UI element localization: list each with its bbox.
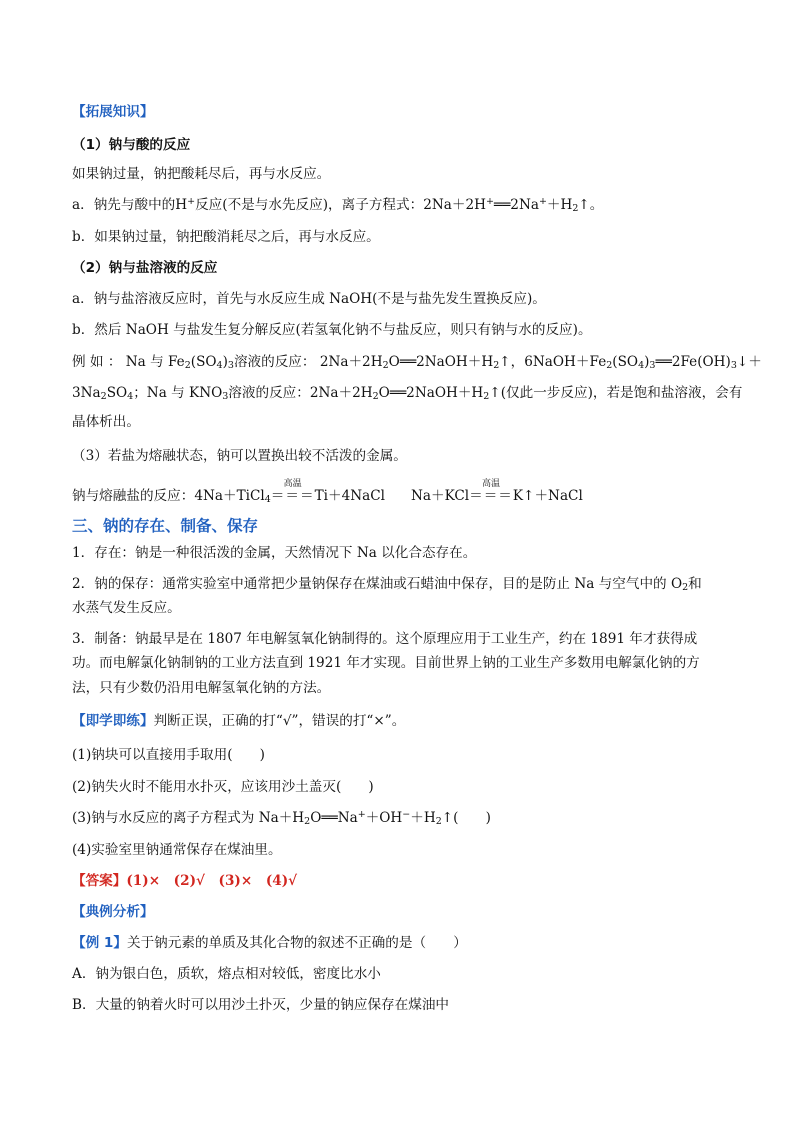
section-three-title: 三、钠的存在、制备、保存: [72, 517, 259, 535]
example-1-question: 【例 1】关于钠元素的单质及其化合物的叙述不正确的是（ ）: [72, 935, 467, 951]
high-temp-arrow: 高温 ＝＝＝: [270, 479, 315, 504]
section-acid-reaction-title: （1）钠与酸的反应: [72, 137, 191, 153]
molten-salt-equations: 钠与熔融盐的反应：4Na＋TiCl$_4$ 高温 ＝＝＝Ti＋4NaCl Na＋KCl 高温 ＝＝＝K↑＋NaCl: [72, 479, 583, 505]
example-line-1: 例 如 ： Na 与 $Fe_2(SO_4)_3$溶液的反应： $2Na+2H_2O══2NaOH+H_2↑$，$6NaOH+Fe_2(SO_4)_3══2Fe(OH)_3↓+$: [72, 354, 762, 371]
typical-example-header: 【典例分析】: [72, 904, 154, 920]
practice-question-1: (1)钠块可以直接用手取用( ): [72, 747, 265, 763]
paragraph-storage-line-1: 2．钠的保存：通常实验室中通常把少量钠保存在煤油或石蜡油中保存，目的是防止 Na 与空气中的 $O_2$和: [72, 576, 702, 593]
section-salt-solution-title: （2）钠与盐溶液的反应: [72, 260, 218, 276]
paragraph-existence: 1．存在：钠是一种很活泼的金属，天然情况下 Na 以化合态存在。: [72, 545, 477, 561]
practice-question-4: (4)实验室里钠通常保存在煤油里。: [72, 842, 282, 858]
practice-question-3: (3)钠与水反应的离子方程式为 $Na+H_2O══Na^++OH^-+H_2↑$( ): [72, 809, 491, 827]
practice-intro: 【即学即练】判断正误，正确的打“√”，错误的打“×”。: [72, 713, 406, 729]
option-b: B．大量的钠着火时可以用沙土扑灭，少量的钠应保存在煤油中: [72, 997, 450, 1013]
example-line-2: $3Na_2SO_4$；Na 与 $KNO_3$溶液的反应：$2Na+2H_2O══2NaOH+H_2↑$(仅此一步反应)，若是饱和盐溶液，会有: [72, 385, 743, 402]
paragraph-preparation-line-2: 功。而电解氯化钠制钠的工业方法直到 1921 年才实现。目前世界上钠的工业生产多数用电解氯化钠的方: [72, 655, 700, 671]
example-1-tag: 【例 1】: [72, 935, 127, 951]
paragraph-storage-line-2: 水蒸气发生反应。: [72, 600, 181, 616]
practice-tag: 【即学即练】: [72, 713, 154, 729]
paragraph-salt-a: a．钠与盐溶液反应时，首先与水反应生成 NaOH(不是与盐先发生置换反应)。: [72, 291, 546, 307]
paragraph-salt-b: b．然后 NaOH 与盐发生复分解反应(若氢氧化钠不与盐反应，则只有钠与水的反应)。: [72, 322, 592, 338]
high-temp-arrow: 高温 ＝＝＝: [469, 479, 513, 504]
practice-answer: 【答案】(1)× (2)√ (3)× (4)√: [72, 873, 298, 889]
paragraph-preparation-line-1: 3．制备：钠最早是在 1807 年电解氢氧化钠制得的。这个原理应用于工业生产，约在 1891 年才获得成: [72, 631, 698, 647]
example-line-3: 晶体析出。: [72, 414, 140, 430]
practice-question-2: (2)钠失火时不能用水扑灭，应该用沙土盖灭( ): [72, 779, 374, 795]
extension-knowledge-header: 【拓展知识】: [72, 104, 154, 120]
paragraph-molten: （3）若盐为熔融状态，钠可以置换出较不活泼的金属。: [72, 448, 407, 464]
paragraph-acid-b: b．如果钠过量，钠把酸消耗尽之后，再与水反应。: [72, 229, 380, 245]
paragraph: 如果钠过量，钠把酸耗尽后，再与水反应。: [72, 166, 331, 182]
option-a: A．钠为银白色，质软，熔点相对较低，密度比水小: [72, 966, 381, 982]
paragraph-acid-a: a．钠先与酸中的H+反应(不是与水先反应)，离子方程式：$2Na+2H^+══2Na^++H_2↑$。: [72, 196, 604, 214]
paragraph-preparation-line-3: 法，只有少数仍沿用电解氢氧化钠的方法。: [72, 680, 331, 696]
